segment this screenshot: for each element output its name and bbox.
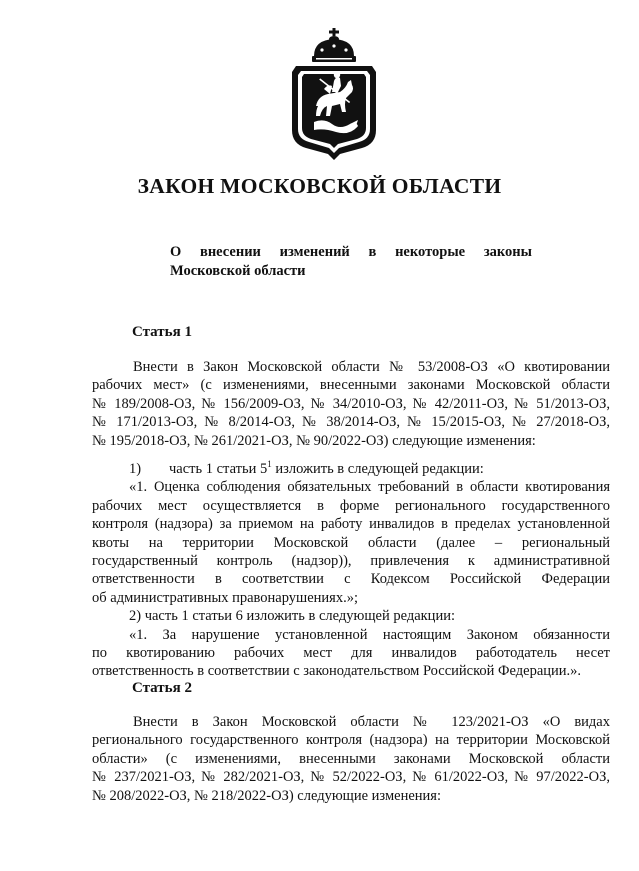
item-2-line: 2) часть 1 статьи 6 изложить в следующей редакции: bbox=[129, 608, 455, 625]
coat-of-arms-icon bbox=[284, 26, 384, 162]
quote-line: «1. Оценка соблюдения обязательных требований в области квотирования bbox=[129, 479, 610, 496]
text-line: области» (с изменениями, внесенными законами Московской области bbox=[92, 750, 610, 767]
subtitle-word: О bbox=[170, 244, 182, 260]
item-1-superscript: 1 bbox=[267, 459, 272, 469]
subtitle-line-1 bbox=[170, 243, 532, 262]
text-line: № 208/2022-ОЗ, № 218/2022-ОЗ) следующие изменения: bbox=[92, 787, 441, 804]
subtitle-word: в bbox=[368, 244, 377, 260]
text-line: регионального государственного контроля (надзора) на территории Московской bbox=[92, 732, 610, 749]
quote-line: по квотированию рабочих мест для инвалидов работодатель несет bbox=[92, 645, 610, 662]
quote-line: квоты на территории Московской области (далее – региональный bbox=[92, 534, 610, 551]
text-line: Внести в Закон Московской области № 123/2021-ОЗ «О видах bbox=[133, 714, 610, 730]
quote-line: «1. За нарушение установленной настоящим Законом обязанности bbox=[129, 626, 610, 643]
text-line: № 171/2013-ОЗ, № 8/2014-ОЗ, № 38/2014-ОЗ, № 15/2015-ОЗ, № 27/2018-ОЗ, bbox=[92, 414, 610, 431]
subtitle-word: изменений bbox=[279, 244, 350, 260]
quote-line: контроля (надзора) за приемом на работу инвалидов в пределах установленной bbox=[92, 516, 610, 533]
item-1-line bbox=[92, 460, 610, 478]
text-line: № 237/2021-ОЗ, № 282/2021-ОЗ, № 52/2022-ОЗ, № 61/2022-ОЗ, № 97/2022-ОЗ, bbox=[92, 769, 610, 786]
item-1-number: 1) bbox=[129, 461, 142, 477]
quote-line: рабочих мест осуществляется в форме регионального государственного bbox=[92, 497, 610, 514]
text-line: № 189/2008-ОЗ, № 156/2009-ОЗ, № 34/2010-ОЗ, № 42/2011-ОЗ, № 51/2013-ОЗ, bbox=[92, 395, 610, 412]
article-1-heading: Статья 1 bbox=[132, 324, 192, 340]
quote-line: государственный контроль (надзор)), привлечения к административной bbox=[92, 553, 610, 570]
item-1-text: часть 1 статьи 5 bbox=[169, 461, 268, 477]
article-2-intro bbox=[92, 713, 610, 805]
subtitle-word: внесении bbox=[200, 244, 261, 260]
text-line: № 195/2018-ОЗ, № 261/2021-ОЗ, № 90/2022-ОЗ) следующие изменения: bbox=[92, 432, 536, 449]
item-1-text-after: изложить в следующей редакции: bbox=[271, 461, 484, 477]
quote-line: ответственность в соответствии с законодательством Российской Федерации.». bbox=[92, 663, 582, 680]
quote-line: ответственности в соответствии с Кодексом Российской Федерации bbox=[92, 571, 610, 588]
article-2-heading: Статья 2 bbox=[132, 680, 192, 696]
text-line: Внести в Закон Московской области № 53/2008-ОЗ «О квотировании bbox=[133, 359, 610, 375]
subtitle-line-2: Московской области bbox=[170, 263, 306, 279]
law-title: ЗАКОН МОСКОВСКОЙ ОБЛАСТИ bbox=[137, 174, 502, 198]
quote-line: об административных правонарушениях.»; bbox=[92, 589, 358, 606]
subtitle-word: некоторые bbox=[395, 244, 466, 260]
subtitle-word: законы bbox=[483, 244, 532, 260]
law-subtitle bbox=[170, 243, 532, 281]
text-line: рабочих мест» (с изменениями, внесенными законами Московской области bbox=[92, 377, 610, 394]
article-1-intro bbox=[92, 358, 610, 450]
article-1-item-1 bbox=[92, 460, 610, 681]
